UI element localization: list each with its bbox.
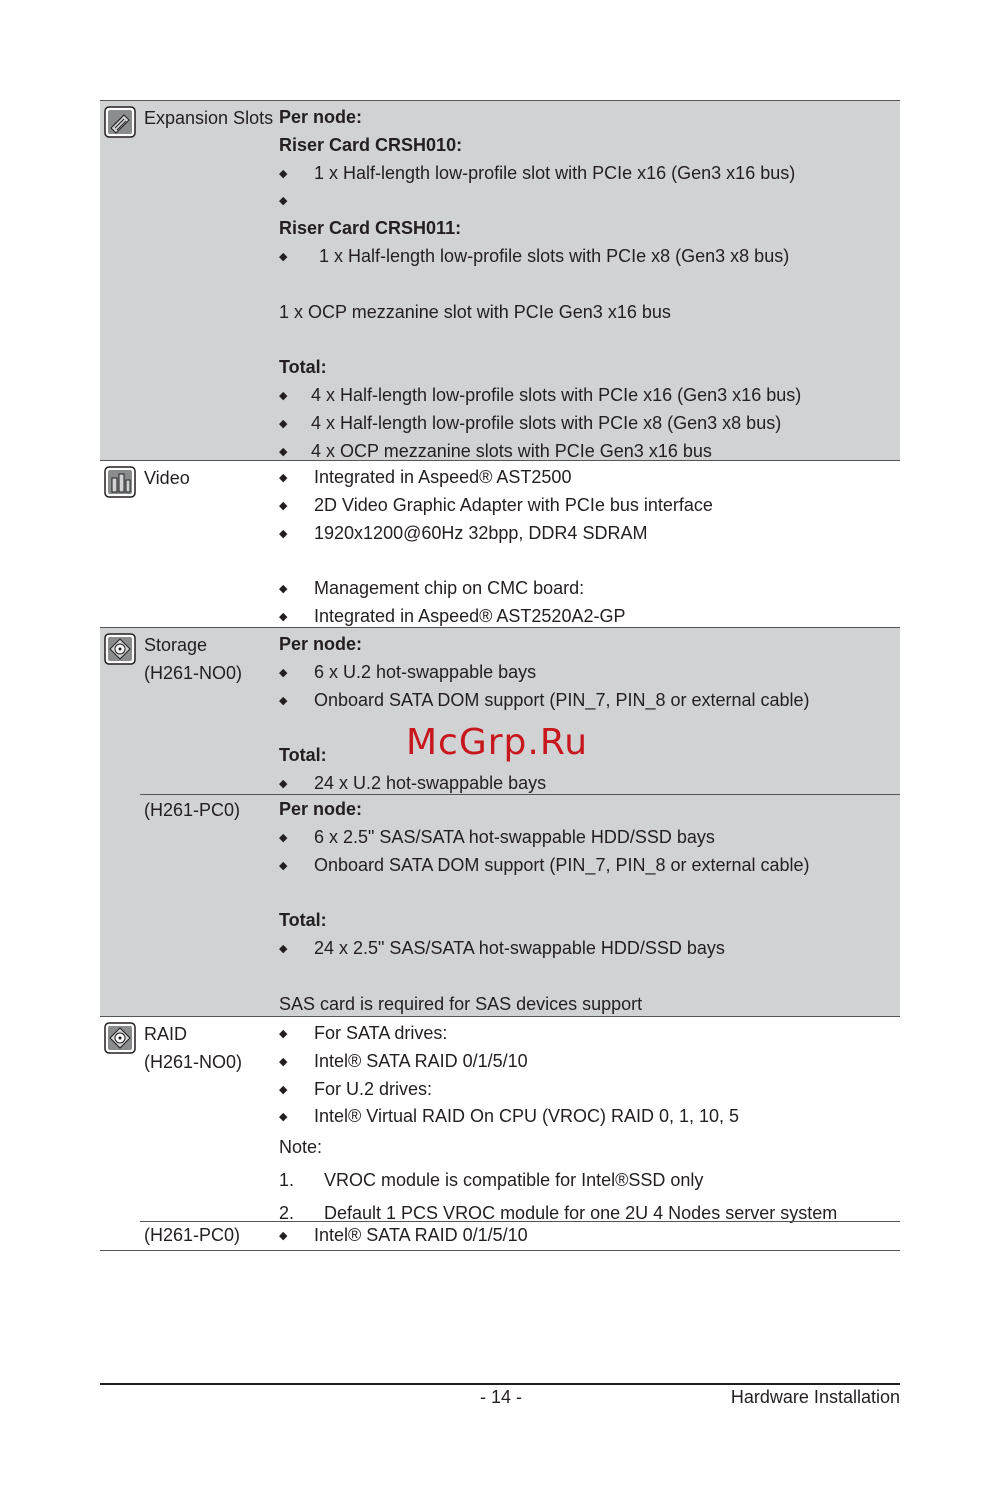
bullet-icon: ◆	[279, 610, 288, 623]
content-storage-pc0	[279, 795, 900, 1018]
list-item: ◆ 4 x Half-length low-profile slots with PCIe x16 (Gen3 x16 bus)	[279, 382, 900, 410]
riser-card-crsh011-heading: Riser Card CRSH011:	[279, 218, 462, 239]
icon-column	[100, 1017, 140, 1250]
bullet-icon: ◆	[279, 417, 288, 430]
ocp-slot-text: 1 x OCP mezzanine slot with PCIe Gen3 x16 bus	[279, 301, 671, 322]
row-storage	[100, 628, 900, 1017]
total-heading: Total:	[279, 910, 327, 931]
list-item: ◆ Intel® SATA RAID 0/1/5/10	[279, 1048, 900, 1076]
content-storage-no0	[279, 628, 900, 794]
bullet-icon: ◆	[279, 472, 288, 484]
bullet-icon: ◆	[279, 583, 288, 596]
label-raid-pc0: (H261-PC0)	[144, 1225, 241, 1245]
list-item: ◆ Integrated in Aspeed® AST2520A2-GP	[279, 603, 900, 631]
list-item: ◆ 24 x U.2 hot-swappable bays	[279, 770, 900, 798]
riser-card-crsh010-heading: Riser Card CRSH010:	[279, 134, 463, 155]
bullet-icon: ◆	[279, 389, 288, 402]
subrow-storage-pc0	[140, 795, 900, 1016]
list-item: ◆ 1 x Half-length low-profile slots with PCIe x8 (Gen3 x8 bus)	[279, 243, 900, 271]
row-raid	[100, 1017, 900, 1251]
bullet-icon: ◆	[279, 527, 288, 540]
list-item: ◆ For SATA drives:	[279, 1020, 900, 1048]
subrow-raid-pc0	[140, 1222, 900, 1250]
bullet-icon: ◆	[279, 777, 288, 790]
bullet-icon: ◆	[279, 666, 288, 679]
storage-drive-icon	[104, 633, 136, 665]
list-item: ◆ Onboard SATA DOM support (PIN_7, PIN_8 or external cable)	[279, 852, 900, 880]
list-item: ◆ 24 x 2.5" SAS/SATA hot-swappable HDD/SSD bays	[279, 935, 900, 963]
per-node-heading: Per node:	[279, 799, 363, 819]
list-item: ◆ 4 x OCP mezzanine slots with PCIe Gen3 x16 bus	[279, 438, 900, 466]
bullet-icon: ◆	[279, 1055, 288, 1068]
row-video	[100, 461, 900, 628]
icon-column	[100, 461, 140, 627]
list-item: ◆ 4 x Half-length low-profile slots with PCIe x8 (Gen3 x8 bus)	[279, 410, 900, 438]
list-item: ◆ Intel® Virtual RAID On CPU (VROC) RAID 0, 1, 10, 5	[279, 1103, 900, 1131]
total-heading: Total:	[279, 357, 327, 378]
list-item	[279, 187, 900, 215]
note-item: 1. VROC module is compatible for Intel®SSD only	[279, 1170, 704, 1191]
row-expansion-slots	[100, 101, 900, 461]
bullet-icon: ◆	[279, 942, 288, 955]
list-item: ◆ Onboard SATA DOM support (PIN_7, PIN_8 or external cable)	[279, 687, 900, 715]
footer-rule	[100, 1383, 900, 1385]
label-raid: RAID (H261-NO0)	[144, 1024, 243, 1072]
list-item: ◆ Integrated in Aspeed® AST2500	[279, 464, 900, 492]
sas-card-note: SAS card is required for SAS devices support	[279, 993, 643, 1014]
list-item: ◆ 2D Video Graphic Adapter with PCIe bus interface	[279, 492, 900, 520]
expansion-card-icon	[104, 106, 136, 138]
video-icon	[104, 466, 136, 498]
bullet-icon: ◆	[279, 694, 288, 707]
bullet-icon: ◆	[279, 859, 288, 872]
label-storage: Storage (H261-NO0)	[144, 635, 243, 683]
bullet-icon: ◆	[279, 1111, 288, 1124]
label-expansion-slots: Expansion Slots	[144, 108, 274, 128]
footer-section-title: Hardware Installation	[730, 1387, 900, 1407]
watermark: McGrp.Ru	[406, 722, 589, 763]
bullet-icon: ◆	[279, 167, 288, 180]
total-heading: Total:	[279, 745, 327, 766]
note-heading: Note:	[279, 1137, 323, 1158]
list-item: ◆ 1 x Half-length low-profile slot with PCIe x16 (Gen3 x16 bus)	[279, 160, 900, 188]
note-item: 2. Default 1 PCS VROC module for one 2U 4 Nodes server system	[279, 1203, 838, 1224]
content-raid-pc0	[279, 1222, 900, 1250]
bullet-icon: ◆	[279, 445, 288, 458]
bullet-icon: ◆	[279, 1230, 288, 1242]
list-item: ◆ 6 x U.2 hot-swappable bays	[279, 659, 900, 687]
list-item: ◆ 6 x 2.5" SAS/SATA hot-swappable HDD/SSD bays	[279, 824, 900, 852]
bullet-icon: ◆	[279, 831, 288, 844]
list-item: ◆ Intel® SATA RAID 0/1/5/10	[279, 1222, 900, 1250]
bullet-icon: ◆	[279, 499, 288, 512]
icon-column	[100, 101, 140, 460]
bullet-icon: ◆	[279, 1028, 288, 1040]
spec-table	[100, 100, 900, 1251]
page-number: - 14 -	[480, 1387, 523, 1407]
bullet-icon: ◆	[279, 250, 288, 263]
bullet-icon: ◆	[279, 1083, 288, 1096]
raid-drive-icon	[104, 1022, 136, 1054]
list-item: ◆ For U.2 drives:	[279, 1076, 900, 1104]
per-node-heading: Per node:	[279, 634, 363, 654]
content-expansion-slots	[279, 101, 900, 465]
content-video	[279, 461, 900, 631]
per-node-heading: Per node:	[279, 107, 363, 127]
list-item: ◆ 1920x1200@60Hz 32bpp, DDR4 SDRAM	[279, 520, 900, 548]
label-storage-pc0: (H261-PC0)	[144, 800, 241, 820]
bullet-icon: ◆	[279, 195, 288, 208]
label-video: Video	[144, 468, 190, 488]
list-item: ◆ Management chip on CMC board:	[279, 575, 900, 603]
